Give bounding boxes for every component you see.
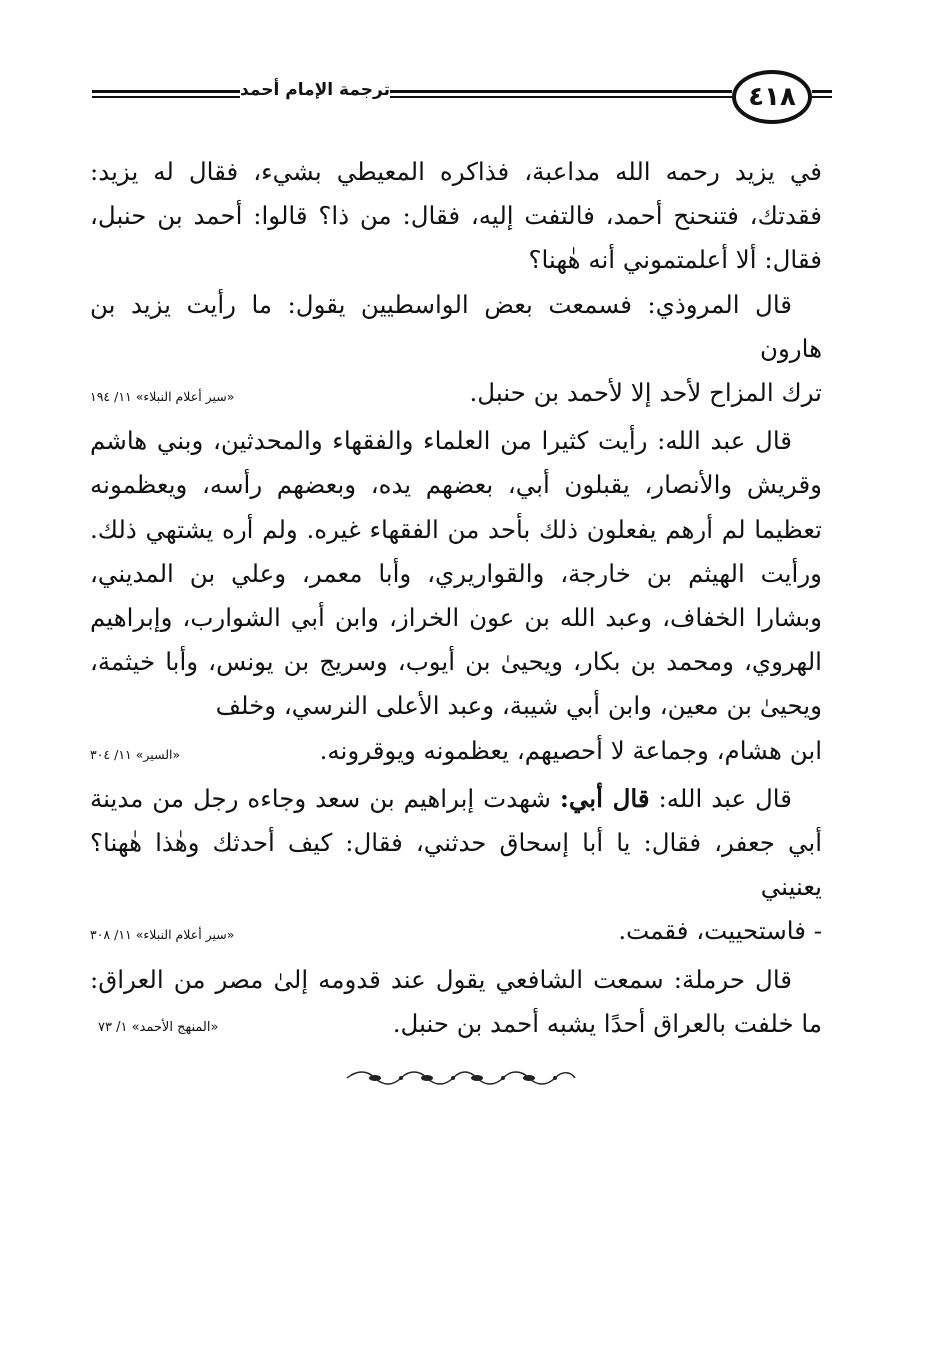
paragraph-3 [90, 419, 822, 728]
paragraph-3-text: قال عبد الله: رأيت كثيرا من العلماء والفقهاء والمحدثين، وبني هاشم وقريش والأنصار، يقبلون أبي، بعضهم يده، وبعضهم رأسه، ويعظمونه تعظيما لم أرهم يفعلون ذلك بأحد من الفقهاء غيره. ولم أره يشتهي ذلك. ورأيت الهيثم بن خارجة، والقواريري، وأبا معمر، وعلي بن المديني، وبشارا الخفاف، وعبد الله بن عون الخراز، وابن أبي الشوارب، وإبراهيم الهروي، ومحمد بن بكار، ويحيىٰ بن أيوب، وسريج بن يونس، وأبا خيثمة، ويحيىٰ بن معين، وابن أبي شيبة، وعبد الأعلى النرسي، وخلف [90, 426, 822, 721]
paragraph-2-text: قال المروذي: فسمعت بعض الواسطيين يقول: ما رأيت يزيد بن هارون [90, 289, 822, 363]
paragraph-1-text: في يزيد رحمه الله مداعبة، فذاكره المعيطي بشيء، فقال له يزيد: فقدتك، فتنحنح أحمد، فالتفت إليه، فقال: من ذا؟ قالوا: أحمد بن حنبل، فقال: ألا أعلمتموني أنه هٰهنا؟ [90, 157, 822, 275]
running-title: ترجمة الإمام أحمد [240, 80, 390, 100]
source-citation: «سير أعلام النبلاء» ١١/ ٣٠٨ [90, 927, 235, 943]
main-text [90, 150, 822, 1046]
paragraph-3-last-text: ابن هشام، وجماعة لا أحصيهم، يعظمونه ويوقرونه. [319, 735, 822, 765]
paragraph-5-text: قال حرملة: سمعت الشافعي يقول عند قدومه إلىٰ مصر من العراق: ما خلفت بالعراق أحدًا يشبه أحمد بن حنبل. [90, 964, 822, 1038]
paragraph-4-bold: قال أبي: [559, 783, 650, 813]
ornament-divider-icon [343, 1068, 579, 1088]
paragraph-4-last-text: - فاستحييت، فقمت. [618, 916, 822, 946]
source-citation: «سير أعلام النبلاء» ١١/ ١٩٤ [90, 389, 235, 405]
page-header [92, 68, 832, 132]
paragraph-4-text: شهدت إبراهيم بن سعد وجاءه رجل من مدينة أبي جعفر، فقال: يا أبا إسحاق حدثني، فقال: كيف أحدثك وهٰذا هٰهنا؟ يعنيني [90, 783, 822, 902]
header-rule-right-thin [812, 96, 832, 98]
header-rule-left [92, 90, 240, 93]
paragraph-1 [90, 150, 822, 283]
paragraph-3-last-line [90, 729, 822, 777]
paragraph-2-last-line [90, 371, 822, 419]
paragraph-4 [90, 777, 822, 910]
closing-source-citation: «المنهج الأحمد» ١/ ٧٣ [98, 1020, 219, 1035]
paragraph-2 [90, 283, 822, 371]
paragraph-4-speaker: قال عبد الله: [658, 783, 792, 813]
source-citation: «السير» ١١/ ٣٠٤ [90, 746, 181, 762]
page-number-badge [732, 70, 812, 124]
header-rule-left-thin [92, 96, 240, 98]
paragraph-2-last-text: ترك المزاح لأحد إلا لأحمد بن حنبل. [469, 378, 822, 408]
page-number: ٤١٨ [748, 82, 796, 112]
header-rule-right [812, 90, 832, 93]
paragraph-4-last-line [90, 909, 822, 957]
